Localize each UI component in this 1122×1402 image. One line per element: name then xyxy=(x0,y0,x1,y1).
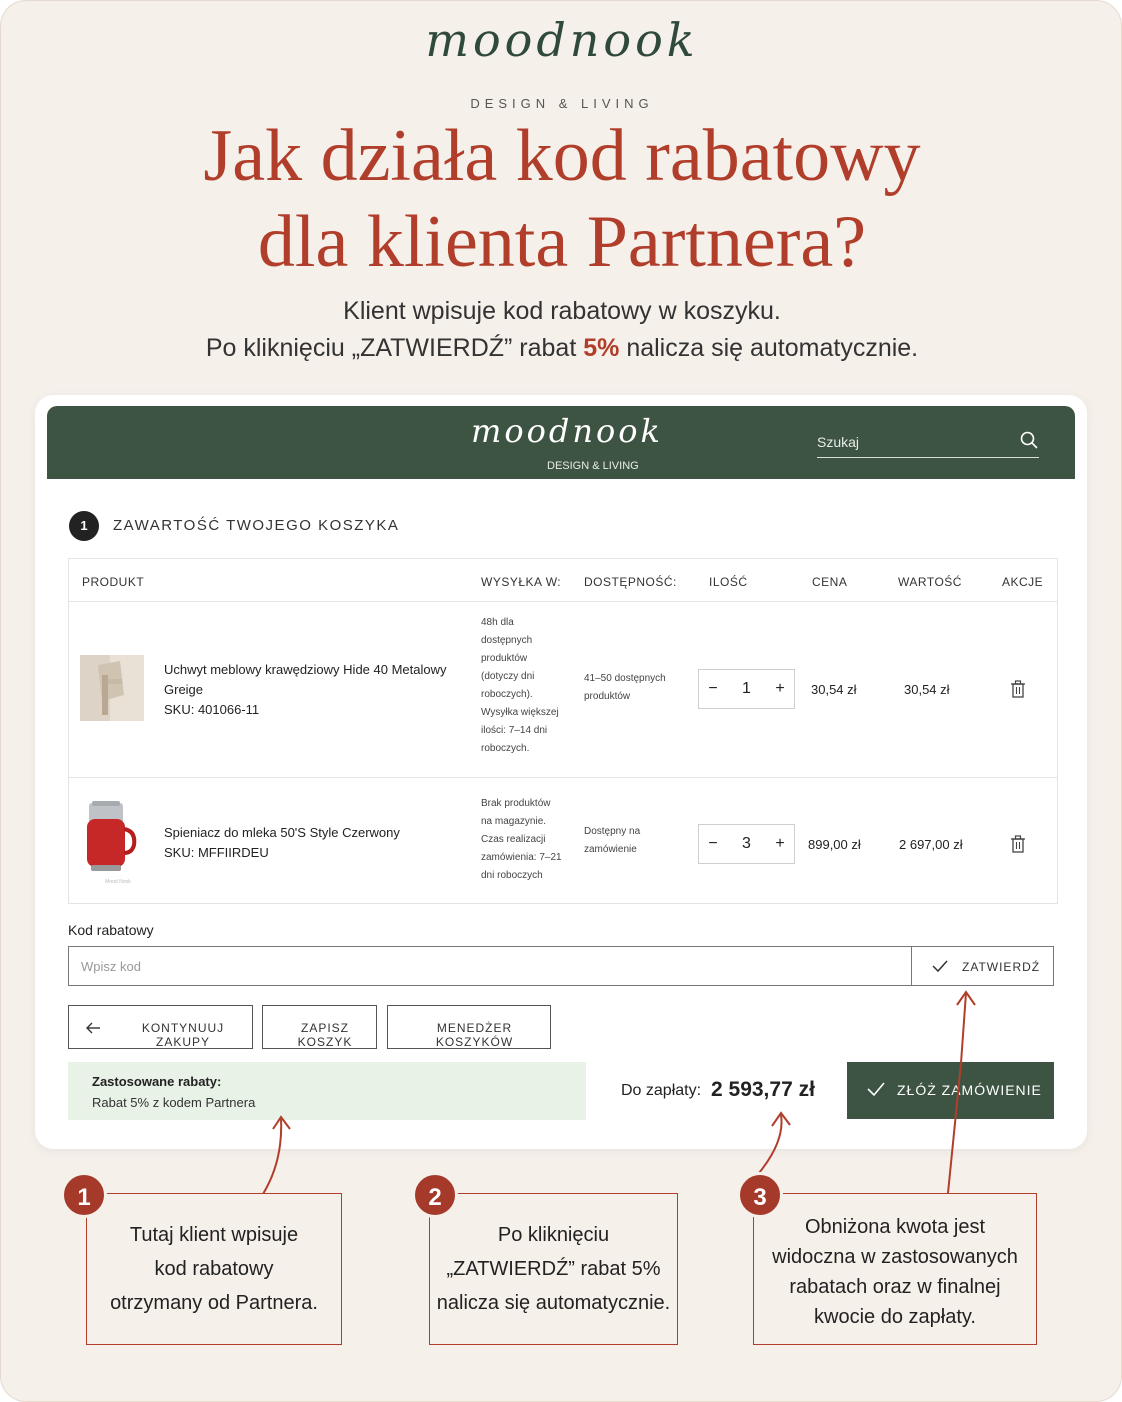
product-name-line-2: Greige xyxy=(164,682,204,697)
annotation-box-1 xyxy=(86,1193,342,1345)
place-order-label: ZŁÓŻ ZAMÓWIENIE xyxy=(897,1082,1042,1098)
subheadline xyxy=(1,293,1122,367)
product-sku: SKU: MFFIIRDEU xyxy=(164,845,269,860)
annotation-line: „ZATWIERDŹ” rabat 5% xyxy=(446,1258,661,1280)
shop-logo-tagline: DESIGN & LIVING xyxy=(547,460,639,472)
product-image-handle[interactable] xyxy=(80,655,144,721)
cart-screenshot-card xyxy=(35,395,1087,1149)
header-divider xyxy=(69,601,1057,602)
unit-price: 30,54 zł xyxy=(811,682,857,697)
qty-decrease-button[interactable]: − xyxy=(708,835,718,852)
annotation-line: Obniżona kwota jest xyxy=(804,1216,986,1238)
qty-value[interactable]: 3 xyxy=(742,835,751,852)
arrow-left-icon xyxy=(85,1021,101,1035)
applied-discount-line: Rabat 5% z kodem Partnera xyxy=(92,1095,256,1110)
annotation-line: Tutaj klient wpisuje xyxy=(129,1224,299,1246)
col-header-availability: DOSTĘPNOŚĆ: xyxy=(584,575,677,589)
availability-line: Dostępny na xyxy=(584,826,641,837)
product-name[interactable] xyxy=(164,823,464,863)
col-header-actions: AKCJE xyxy=(1002,575,1044,589)
col-header-quantity: ILOŚĆ xyxy=(709,575,748,589)
annotation-badge-2: 2 xyxy=(412,1172,458,1218)
annotation-line: Po kliknięciu xyxy=(497,1224,610,1246)
brand-tagline: DESIGN & LIVING xyxy=(470,96,654,111)
shipping-line: roboczych. xyxy=(481,743,530,754)
quantity-stepper xyxy=(698,669,795,709)
continue-shopping-button[interactable] xyxy=(68,1005,253,1049)
col-header-shipping: WYSYŁKA W: xyxy=(481,575,562,589)
annotation-line: otrzymany od Partnera. xyxy=(110,1292,318,1314)
row-divider xyxy=(69,777,1057,778)
search-input[interactable] xyxy=(817,430,1007,454)
confirm-coupon-label: ZATWIERDŹ xyxy=(962,960,1041,974)
availability-info xyxy=(584,670,666,706)
place-order-button[interactable] xyxy=(847,1062,1054,1119)
availability-line: 41–50 dostępnych xyxy=(584,673,666,684)
annotation-text xyxy=(754,1212,1036,1332)
coupon-label: Kod rabatowy xyxy=(68,922,154,938)
annotation-line: kod rabatowy xyxy=(154,1258,274,1280)
annotation-line: widoczna w zastosowanych xyxy=(772,1246,1018,1268)
trash-icon[interactable] xyxy=(1010,835,1026,853)
save-cart-button[interactable] xyxy=(262,1005,377,1049)
annotation-text xyxy=(430,1218,677,1320)
shipping-line: Wysyłka większej xyxy=(481,707,559,718)
quantity-stepper xyxy=(698,824,795,864)
total-amount: 2 593,77 zł xyxy=(711,1078,815,1101)
continue-shopping-label: KONTYNUUJ ZAKUPY xyxy=(141,1021,225,1049)
availability-line: zamówienie xyxy=(584,844,637,855)
availability-line: produktów xyxy=(584,691,631,702)
discount-percent-highlight: 5% xyxy=(583,334,620,362)
unit-price: 899,00 zł xyxy=(808,837,861,852)
product-name-line-1: Spieniacz do mleka 50'S Style Czerwony xyxy=(164,825,400,840)
shipping-line: dostępnych xyxy=(481,635,533,646)
shipping-info xyxy=(481,614,559,758)
trash-icon[interactable] xyxy=(1010,680,1026,698)
check-icon xyxy=(867,1081,885,1097)
cart-section-title: ZAWARTOŚĆ TWOJEGO KOSZYKA xyxy=(113,517,400,534)
headline-line-2: dla klienta Partnera? xyxy=(257,201,867,283)
cart-manager-button[interactable] xyxy=(387,1005,551,1049)
shop-logo[interactable]: moodnook xyxy=(471,412,663,450)
annotation-line: nalicza się automatycznie. xyxy=(436,1292,671,1314)
annotation-badge-1: 1 xyxy=(61,1172,107,1218)
annotation-line: rabatach oraz w finalnej xyxy=(789,1276,1001,1298)
shipping-line: Czas realizacji xyxy=(481,834,546,845)
search-icon[interactable] xyxy=(1019,430,1039,450)
availability-info xyxy=(584,823,640,859)
shipping-info xyxy=(481,795,562,885)
shipping-line: 48h dla xyxy=(481,617,514,628)
total-label: Do zapłaty: xyxy=(621,1082,702,1099)
col-header-price: CENA xyxy=(812,575,848,589)
product-image-frother[interactable] xyxy=(80,797,144,887)
subheadline-text-after: nalicza się automatycznie. xyxy=(619,334,919,362)
confirm-coupon-button[interactable] xyxy=(911,946,1054,986)
shipping-line: zamówienia: 7–21 xyxy=(481,852,562,863)
headline xyxy=(1,113,1122,285)
shipping-line: dni roboczych xyxy=(481,870,543,881)
qty-decrease-button[interactable]: − xyxy=(708,680,718,697)
subheadline-text-before: Po kliknięciu „ZATWIERDŹ” rabat xyxy=(205,334,584,362)
applied-discounts-box xyxy=(68,1062,586,1120)
cart-step-badge: 1 xyxy=(69,511,99,541)
shipping-line: ilości: 7–14 dni xyxy=(481,725,548,736)
shipping-line: Brak produktów xyxy=(481,798,551,809)
annotation-box-2 xyxy=(429,1193,678,1345)
shop-header xyxy=(47,406,1075,479)
product-sku: SKU: 401066-11 xyxy=(164,702,260,717)
applied-discounts-title: Zastosowane rabaty: xyxy=(92,1074,222,1089)
shipping-line: (dotyczy dni xyxy=(481,671,535,682)
qty-increase-button[interactable]: + xyxy=(775,680,785,697)
annotation-line: kwocie do zapłaty. xyxy=(814,1306,976,1328)
annotation-text xyxy=(87,1218,341,1320)
check-icon xyxy=(932,959,948,973)
cart-manager-label: MENEDŻER KOSZYKÓW xyxy=(435,1021,514,1049)
shipping-line: roboczych). xyxy=(481,689,533,700)
shipping-line: produktów xyxy=(481,653,528,664)
annotation-box-3 xyxy=(753,1193,1037,1345)
search-bar xyxy=(817,426,1039,458)
product-name-line-1: Uchwyt meblowy krawędziowy Hide 40 Metalowy xyxy=(164,662,447,677)
col-header-product: PRODUKT xyxy=(82,575,145,589)
qty-increase-button[interactable]: + xyxy=(775,835,785,852)
product-image-caption: Mood Nook xyxy=(105,879,131,885)
subheadline-line-1: Klient wpisuje kod rabatowy w koszyku. xyxy=(343,297,781,325)
brand-logo: moodnook xyxy=(425,13,699,67)
annotation-badge-3: 3 xyxy=(737,1172,783,1218)
qty-value[interactable]: 1 xyxy=(742,680,751,697)
coupon-code-input[interactable] xyxy=(68,946,912,986)
line-total: 2 697,00 zł xyxy=(899,837,963,852)
product-name[interactable] xyxy=(164,660,464,720)
cart-table xyxy=(68,558,1058,904)
headline-line-1: Jak działa kod rabatowy xyxy=(203,115,921,197)
subheadline-line-2 xyxy=(1,330,1122,367)
shipping-line: na magazynie. xyxy=(481,816,547,827)
col-header-value: WARTOŚĆ xyxy=(898,575,962,589)
save-cart-label: ZAPISZ KOSZYK xyxy=(297,1021,353,1049)
line-total: 30,54 zł xyxy=(904,682,950,697)
